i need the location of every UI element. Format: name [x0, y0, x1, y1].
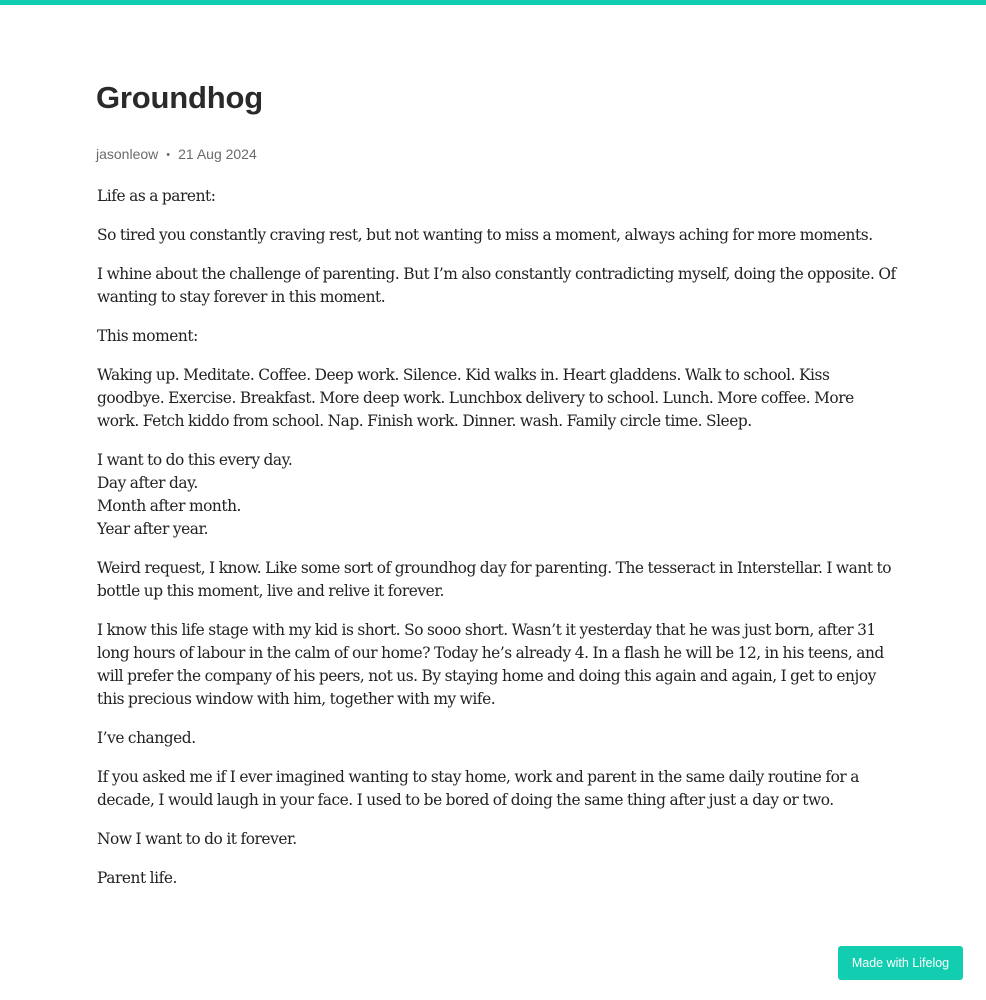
paragraph-line: I whine about the challenge of parenting. But I’m also constantly contradicting myself, doing the opposite. Of wanting to stay forever in this moment.	[97, 265, 896, 306]
paragraph-line: So tired you constantly craving rest, but not wanting to miss a moment, always aching for more moments.	[97, 226, 873, 244]
post-article	[97, 72, 897, 906]
paragraph-line: Day after day.	[97, 474, 198, 492]
post-paragraph	[97, 263, 897, 309]
post-paragraph	[97, 185, 897, 208]
paragraph-line: Parent life.	[97, 869, 177, 887]
post-date: 21 Aug 2024	[178, 146, 257, 162]
paragraph-line: I’ve changed.	[97, 729, 196, 747]
post-paragraph	[97, 325, 897, 348]
paragraph-line: Now I want to do it forever.	[97, 830, 297, 848]
post-paragraph	[97, 224, 897, 247]
paragraph-line: Month after month.	[97, 497, 242, 515]
post-author[interactable]: jasonleow	[96, 146, 159, 162]
post-paragraph	[97, 364, 897, 433]
post-meta	[96, 145, 897, 165]
paragraph-line: I know this life stage with my kid is short. So sooo short. Wasn’t it yesterday that he was just born, after 31 long hours of labour in the calm of our home? Today he’s already 4. In a flash he will be 12, in his teens, and will prefer the company of his peers, not us. By staying home and doing this again and again, I get to enjoy this precious window with him, together with my wife.	[97, 621, 884, 708]
top-accent-bar	[0, 0, 986, 5]
made-with-lifelog-button[interactable]: Made with Lifelog	[838, 946, 963, 980]
post-paragraph	[97, 828, 897, 851]
paragraph-line: Waking up. Meditate. Coffee. Deep work. Silence. Kid walks in. Heart gladdens. Walk to school. Kiss goodbye. Exercise. Breakfast. More deep work. Lunchbox delivery to school. Lunch. More coffee. More work. Fetch kiddo from school. Nap. Finish work. Dinner. wash. Family circle time. Sleep.	[97, 366, 854, 430]
paragraph-line: Weird request, I know. Like some sort of groundhog day for parenting. The tesseract in Interstellar. I want to bottle up this moment, live and relive it forever.	[97, 559, 892, 600]
post-paragraph	[97, 619, 897, 711]
post-paragraph	[97, 766, 897, 812]
post-paragraph	[97, 727, 897, 750]
paragraph-line: Year after year.	[97, 520, 209, 538]
meta-separator: •	[166, 149, 171, 161]
post-body	[97, 185, 897, 890]
paragraph-line: This moment:	[97, 327, 198, 345]
post-paragraph	[97, 867, 897, 890]
post-paragraph	[97, 557, 897, 603]
paragraph-line: I want to do this every day.	[97, 451, 293, 469]
post-paragraph	[97, 449, 897, 541]
paragraph-line: If you asked me if I ever imagined wanting to stay home, work and parent in the same daily routine for a decade, I would laugh in your face. I used to be bored of doing the same thing after just a day or two.	[97, 768, 859, 809]
paragraph-line: Life as a parent:	[97, 187, 216, 205]
post-title: Groundhog	[96, 80, 263, 115]
